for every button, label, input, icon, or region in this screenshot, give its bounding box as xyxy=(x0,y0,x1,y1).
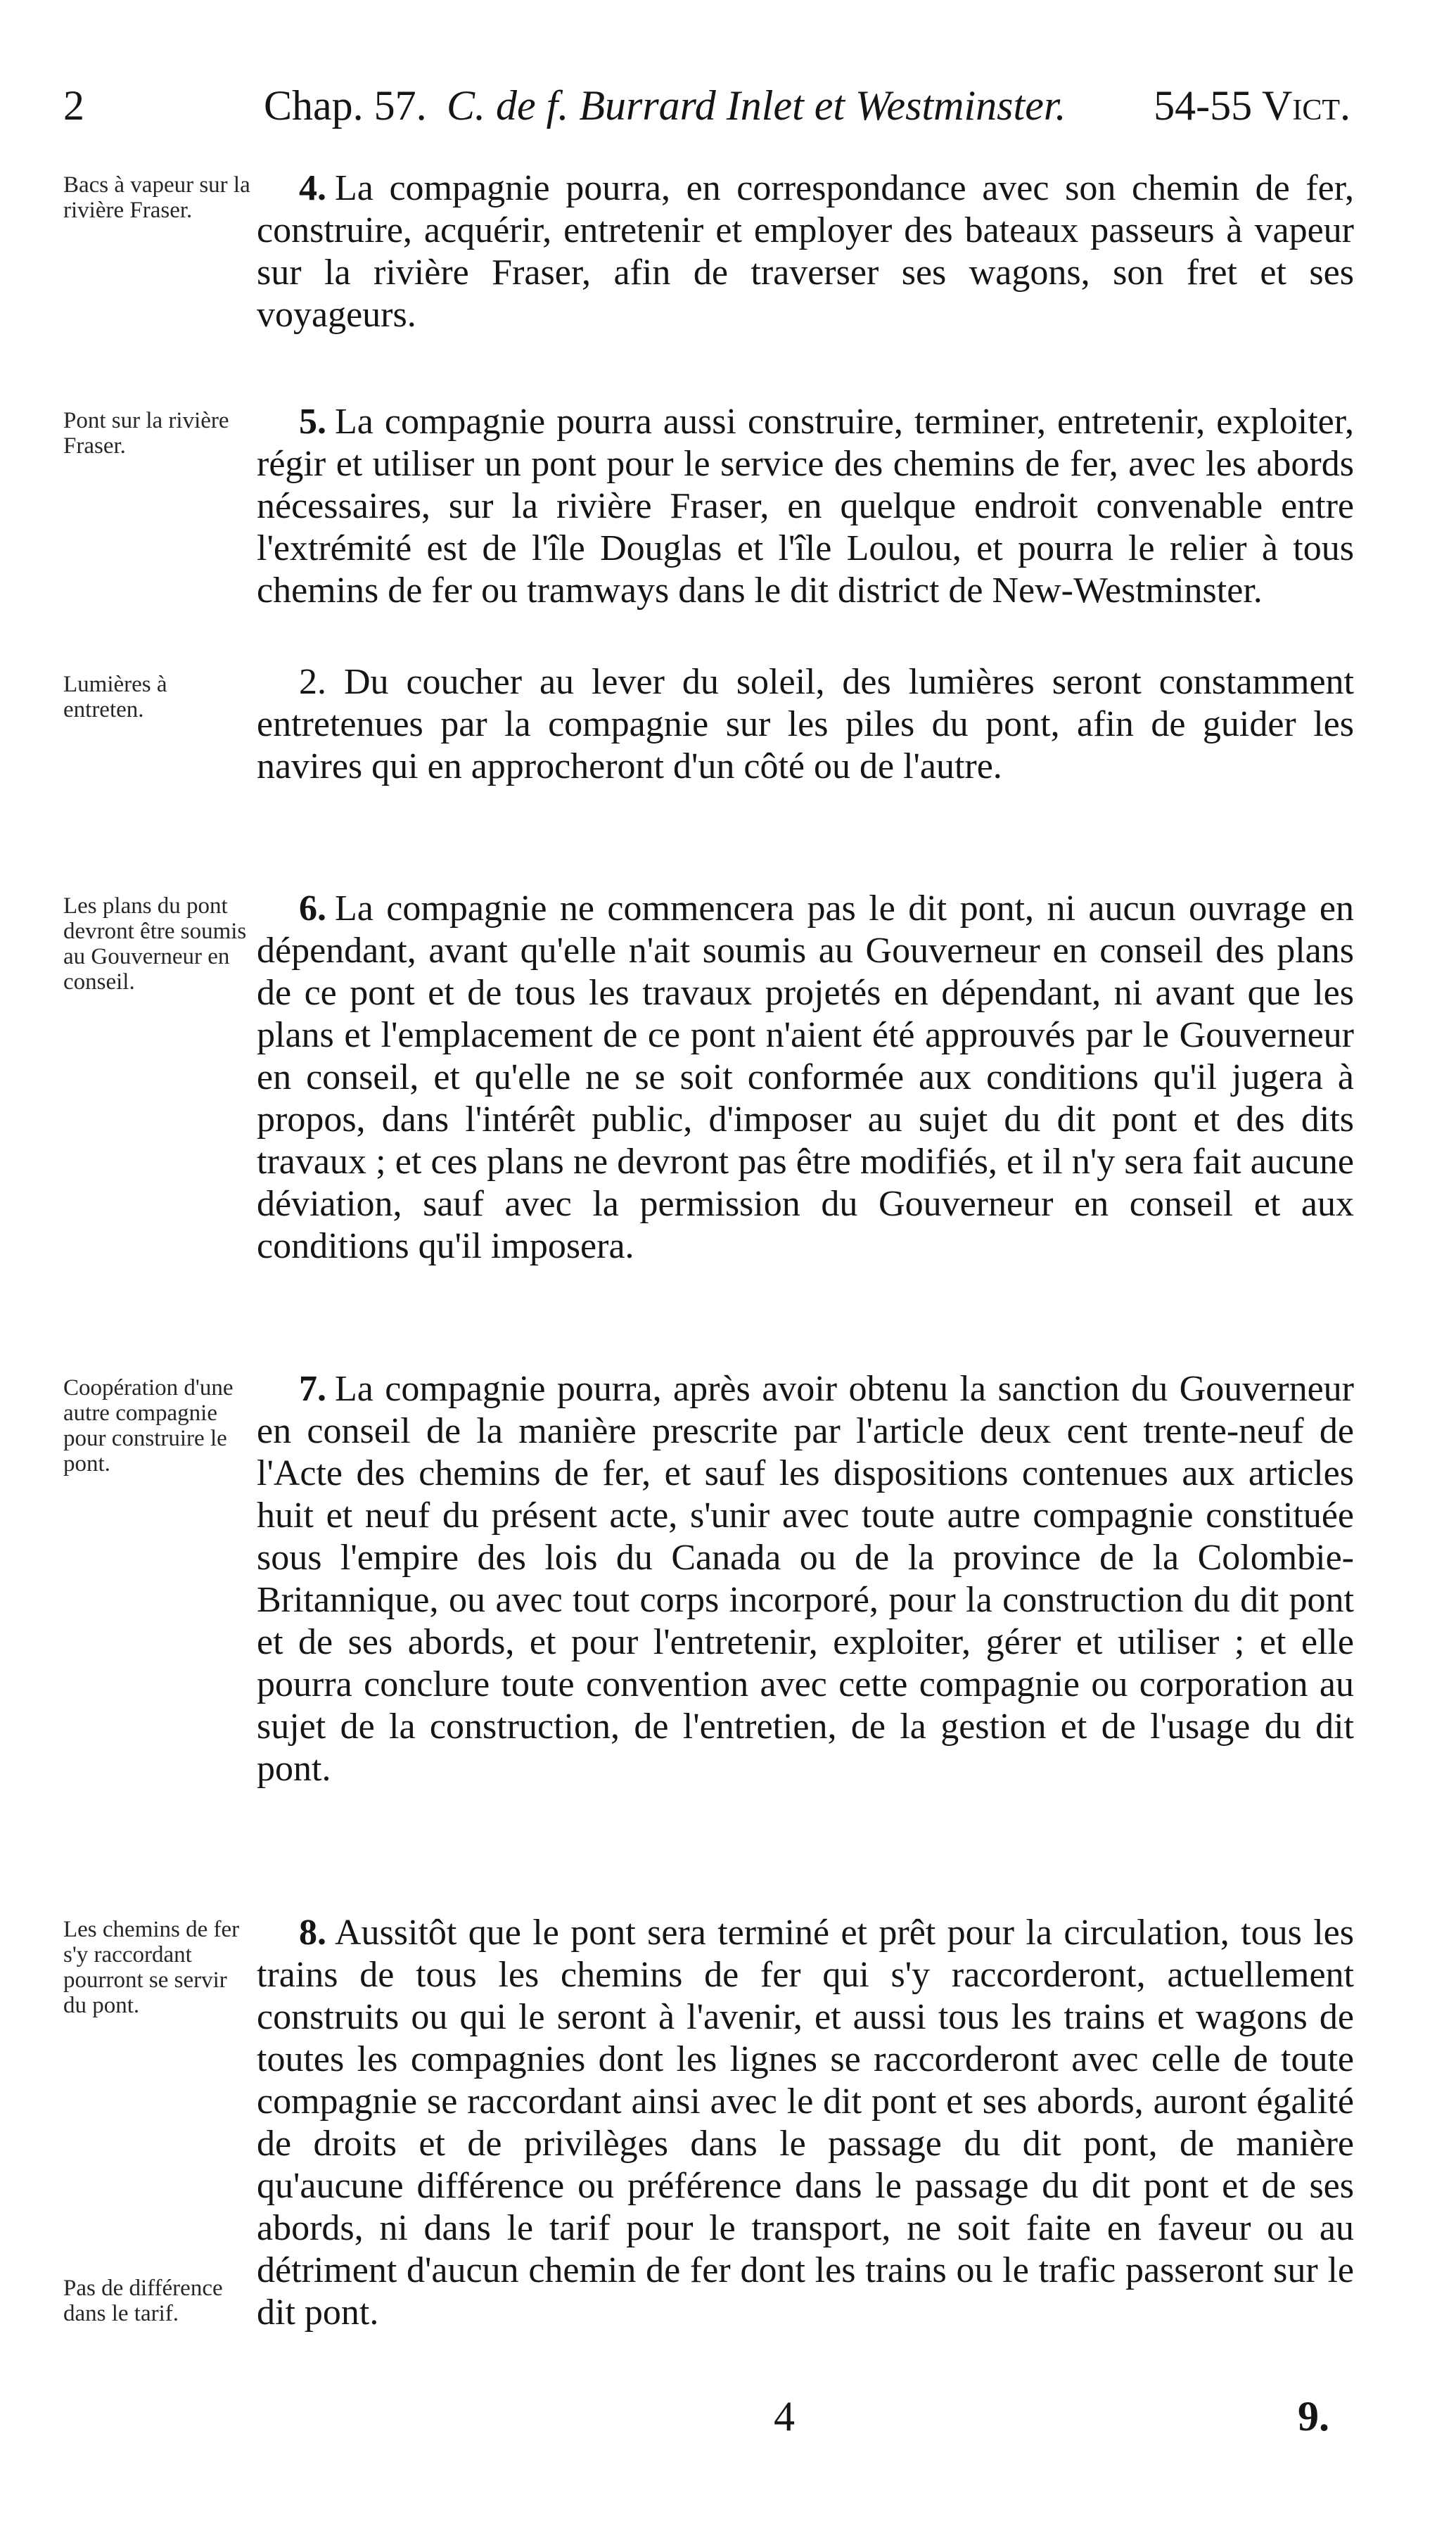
section-number: 8. xyxy=(299,1913,326,1953)
section-8 xyxy=(257,1912,1354,2334)
signature-mark: 4 xyxy=(774,2393,795,2439)
section-text: La compagnie pourra, en correspondance avec son chemin de fer, construire, acquérir, entretenir et employer des bateaux passeurs à vapeur sur la rivière Fraser, afin de traverser ses wagons, son fret et ses voyageurs. xyxy=(257,168,1354,335)
section-number: 6. xyxy=(299,888,326,929)
margin-note-section-8: Les chemins de fer s'y raccordant pourront se servir du pont. xyxy=(63,1917,240,2018)
section-text: Aussitôt que le pont sera terminé et prêt pour la circulation, tous les trains de tous les chemins de fer qui s'y raccorderont, actuellement construits ou qui le seront à l'avenir, et aussi tous les trains et wagons de toutes les compagnies dont les lignes se raccorderont avec celle de toute compagnie se raccordant ainsi avec le dit pont et ses abords, auront égalité de droits et de privilèges dans le passage du dit pont, de manière qu'aucune différence ou préférence dans le passage du dit pont et de ses abords, ni dans le tarif pour le transport, ne soit faite en faveur ou au détriment d'aucun chemin de fer dont les trains ou le trafic passeront sur le dit pont. xyxy=(257,1913,1354,2333)
margin-note-section-6: Les plans du pont devront être soumis au Gouverneur en conseil. xyxy=(63,893,247,995)
section-number: 5. xyxy=(299,402,326,442)
page-number: 2 xyxy=(63,82,84,129)
section-7 xyxy=(257,1368,1354,1790)
section-text: La compagnie ne commencera pas le dit pont, ni aucun ouvrage en dépendant, avant qu'elle n'ait soumis au Gouverneur en conseil des plans de ce pont et de tous les travaux projetés en dépendant, ni avant que les plans et l'emplacement de ce pont n'aient été approuvés par le Gouverneur en conseil, et qu'elle ne se soit conformée aux conditions qu'il jugera à propos, dans l'intérêt public, d'imposer au sujet du dit pont et des dits travaux ; et ces plans ne devront pas être modifiés, et il n'y sera fait aucune déviation, sauf avec la permission du Gouverneur en conseil et aux conditions qu'il imposera. xyxy=(257,888,1354,1266)
act-title: C. de f. Burrard Inlet et Westminster. xyxy=(447,82,1066,129)
chapter-label: Chap. 57. xyxy=(264,82,427,129)
section-text: La compagnie pourra aussi construire, terminer, entretenir, exploiter, régir et utiliser un pont pour le service des chemins de fer, avec les abords nécessaires, sur la rivière Fraser, en quelque endroit convenable entre l'extrémité est de l'île Douglas et l'île Loulou, et pourra le relier à tous chemins de fer ou tramways dans le dit district de New-Westminster. xyxy=(257,402,1354,611)
section-4 xyxy=(257,167,1354,336)
margin-note-section-5: Pont sur la rivière Fraser. xyxy=(63,408,229,459)
section-number: 4. xyxy=(299,168,326,208)
margin-note-tariff: Pas de différence dans le tarif. xyxy=(63,2276,223,2326)
margin-note-subsection-2: Lumières à entreten. xyxy=(63,672,167,722)
regnal-year: 54-55 Vict. xyxy=(1154,82,1350,129)
section-number: 7. xyxy=(299,1369,326,1409)
running-header xyxy=(63,77,1350,134)
section-text: 2. Du coucher au lever du soleil, des lumières seront constamment entretenues par la compagnie sur les piles du pont, afin de guider les navires qui en approcheront d'un côté ou de l'autre. xyxy=(257,662,1354,786)
section-5 xyxy=(257,401,1354,612)
margin-note-section-4: Bacs à vapeur sur la rivière Fraser. xyxy=(63,172,250,223)
section-text: La compagnie pourra, après avoir obtenu la sanction du Gouverneur en conseil de la manière prescrite par l'article deux cent trente-neuf de l'Acte des chemins de fer, et sauf les dispositions contenues aux articles huit et neuf du présent acte, s'unir avec toute autre compagnie constituée sous l'empire des lois du Canada ou de la province de la Colombie-Britannique, ou avec tout corps incorporé, pour la construction du dit pont et de ses abords, et pour l'entretenir, exploiter, gérer et utiliser ; et elle pourra conclure toute convention avec cette compagnie ou corporation au sujet de la construction, de l'entretien, de la gestion et de l'usage du dit pont. xyxy=(257,1369,1354,1789)
margin-note-section-7: Coopération d'une autre compagnie pour construire le pont. xyxy=(63,1375,234,1476)
section-6 xyxy=(257,888,1354,1268)
catchword: 9. xyxy=(1298,2393,1329,2439)
subsection-2 xyxy=(257,661,1354,788)
